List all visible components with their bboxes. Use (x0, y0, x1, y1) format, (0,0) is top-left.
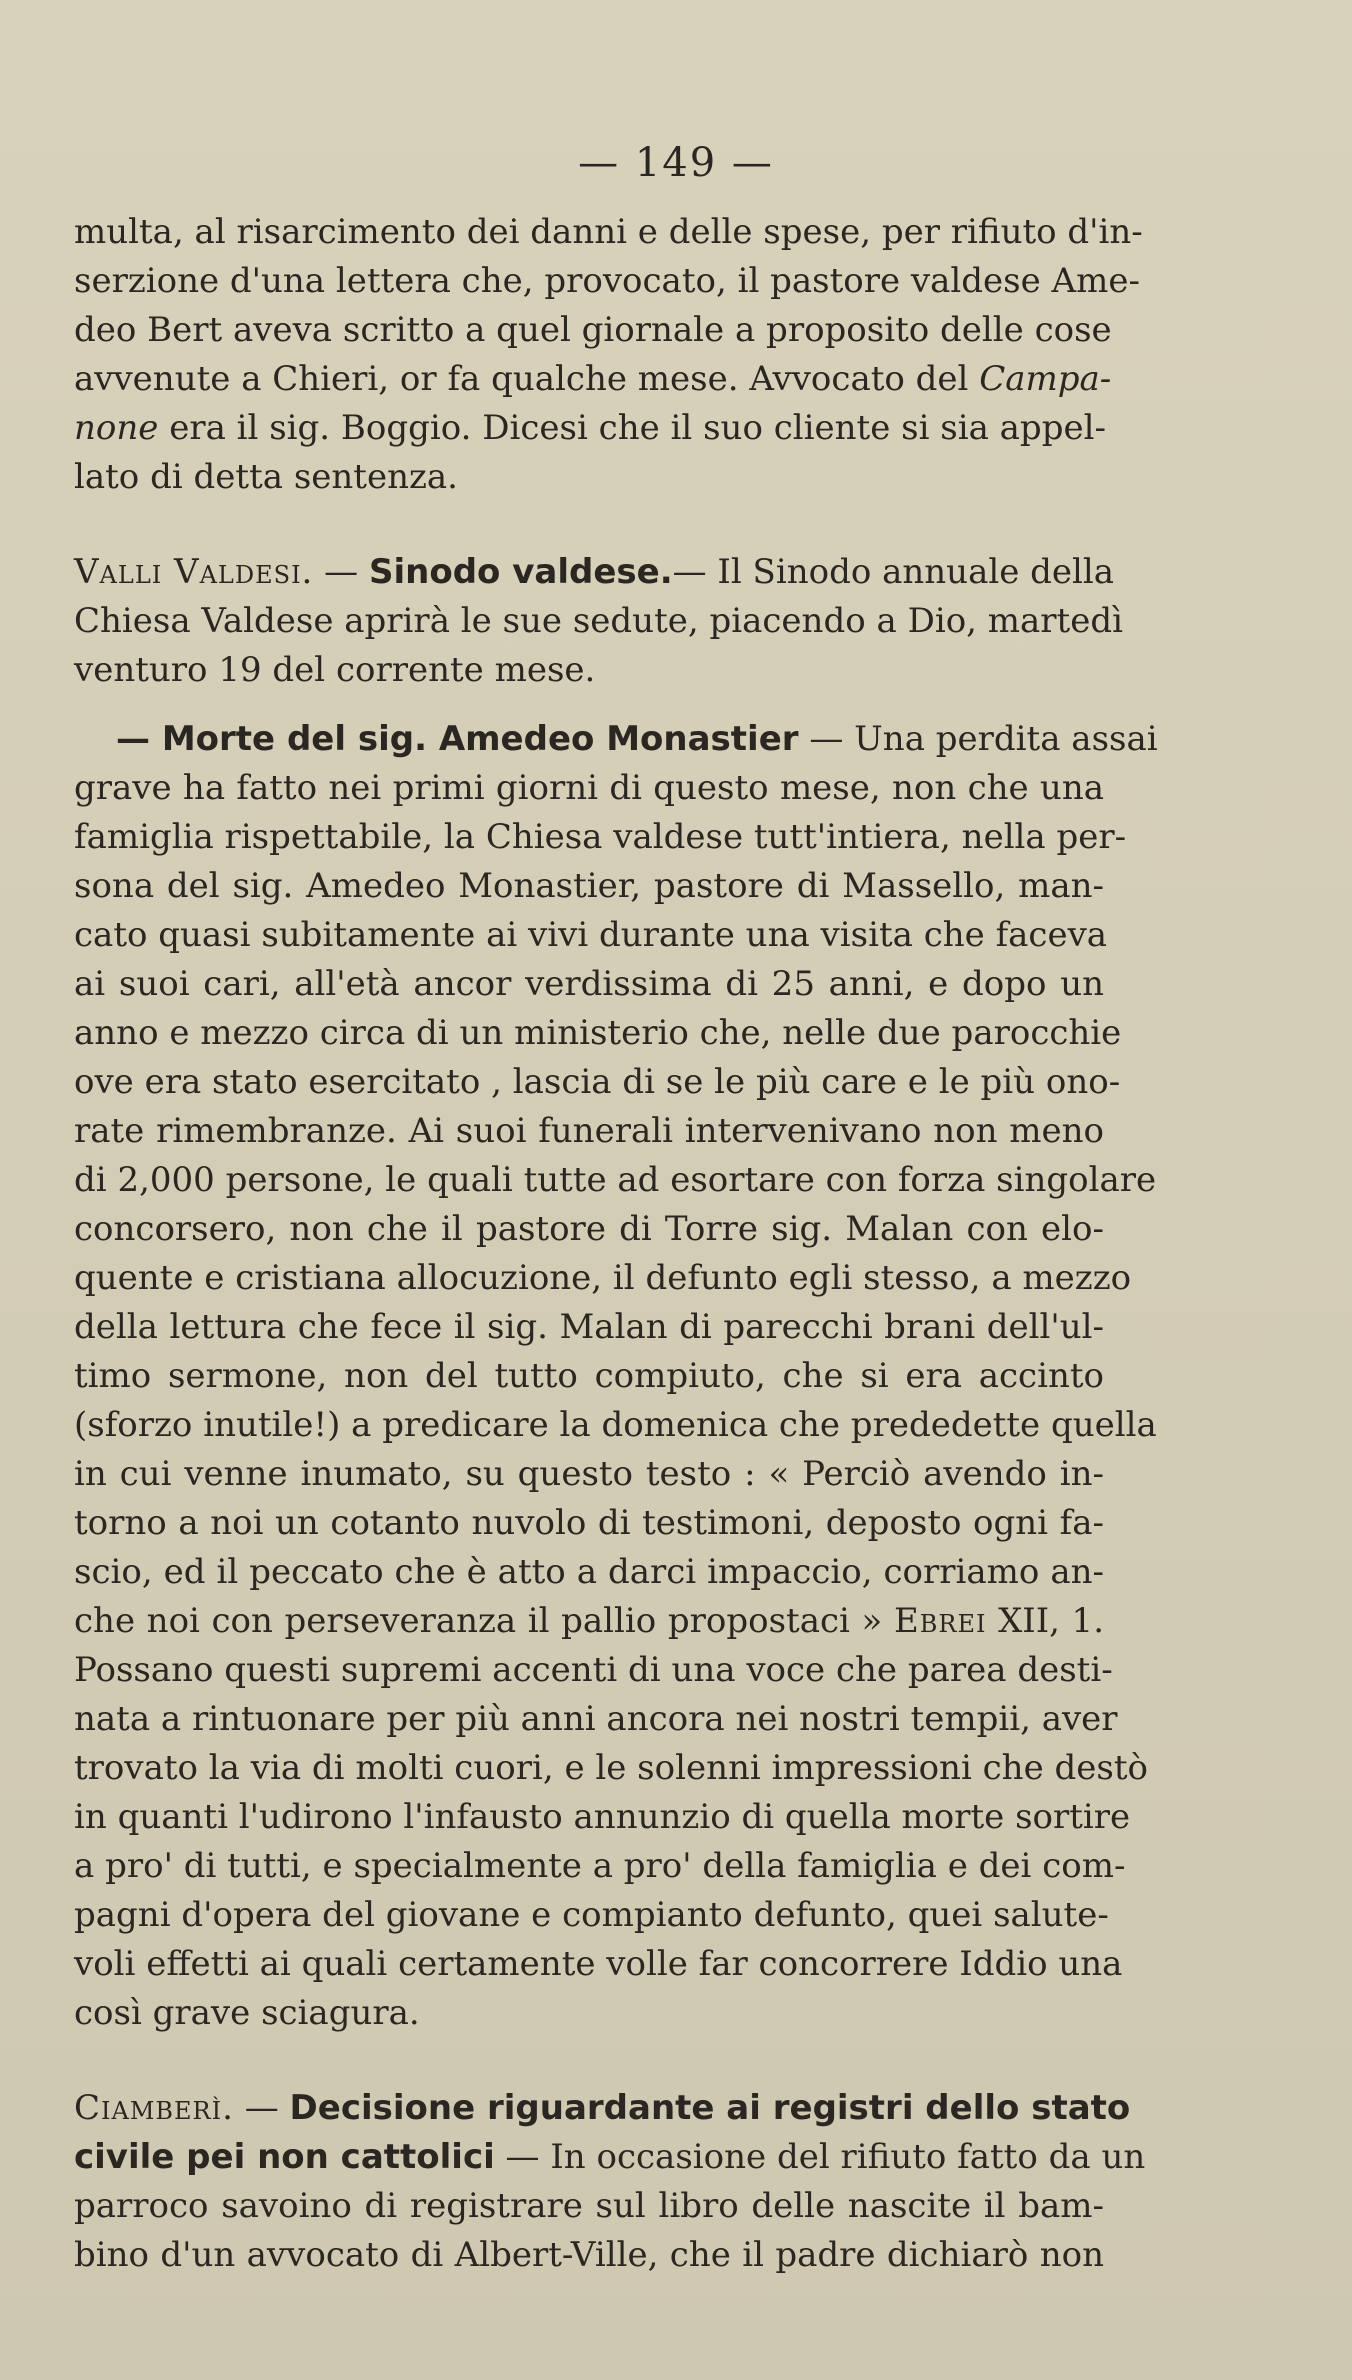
text-span: era il sig. Boggio. Dicesi che il suo cliente si sia appel- (158, 408, 1106, 448)
text-line: quente e cristiana allocuzione, il defunto egli stesso, a mezzo (74, 1258, 1132, 1298)
paragraph-continuation (74, 208, 1143, 502)
page-number-header: — 149 — (578, 140, 774, 186)
dash: — (233, 2088, 290, 2128)
paragraph-sinodo (74, 548, 1123, 695)
text-span: — In occasione del rifiuto fatto da un (494, 2137, 1146, 2177)
text-line (74, 404, 1104, 453)
text-line: rate rimembranze. Ai suoi funerali intervenivano non meno (74, 1111, 1104, 1151)
text-line: della lettura che fece il sig. Malan di parecchi brani dell'ul- (74, 1307, 1104, 1347)
text-line: ai suoi cari, all'età ancor verdissima di 25 anni, e dopo un (74, 964, 1104, 1004)
text-line: ove era stato esercitato , lascia di se le più care e le più ono- (74, 1062, 1121, 1102)
text-line: grave ha fatto nei primi giorni di questo mese, non che una (74, 768, 1104, 808)
body-text (74, 208, 1158, 2280)
text-line: sona del sig. Amedeo Monastier, pastore di Massello, man- (74, 866, 1104, 906)
scripture-book: Ebrei (893, 1601, 987, 1641)
text-line: serzione d'una lettera che, provocato, il pastore valdese Ame- (74, 261, 1140, 301)
text-line: scio, ed il peccato che è atto a darci impaccio, corriamo an- (74, 1552, 1104, 1592)
text-line: torno a noi un cotanto nuvolo di testimoni, deposto ogni fa- (74, 1503, 1104, 1543)
text-line (74, 355, 1112, 404)
section-heading: Decisione riguardante ai registri dello stato (289, 2088, 1131, 2128)
text-line: trovato la via di molti cuori, e le solenni impressioni che destò (74, 1748, 1148, 1788)
text-line (74, 548, 1115, 597)
text-line: a pro' di tutti, e specialmente a pro' della famiglia e dei com- (74, 1846, 1126, 1886)
text-line: Chiesa Valdese aprirà le sue sedute, piacendo a Dio, martedì (74, 601, 1123, 641)
text-line: deo Bert aveva scritto a quel giornale a proposito delle cose (74, 310, 1112, 350)
text-line: voli effetti ai quali certamente volle far concorrere Iddio una (74, 1944, 1123, 1984)
text-line: multa, al risarcimento dei danni e delle spese, per rifiuto d'in- (74, 212, 1143, 252)
text-line: in cui venne inumato, su questo testo : « Perciò avendo in- (74, 1454, 1104, 1494)
text-line: in quanti l'udirono l'infausto annunzio di quella morte sortire (74, 1797, 1131, 1837)
text-line: cato quasi subitamente ai vivi durante una visita che faceva (74, 915, 1108, 955)
text-line: (sforzo inutile!) a predicare la domenica che prededette quella (74, 1405, 1157, 1445)
italic-title: none (74, 408, 159, 448)
section-place: Ciamberì. (74, 2088, 234, 2128)
text-line: venturo 19 del corrente mese. (74, 650, 596, 690)
text-line: Possano questi supremi accenti di una voce che parea desti- (74, 1650, 1113, 1690)
text-line: concorsero, non che il pastore di Torre sig. Malan con elo- (74, 1209, 1104, 1249)
paragraph-monastier (74, 715, 1158, 2038)
text-line: bino d'un avvocato di Albert-Ville, che il padre dichiarò non (74, 2235, 1104, 2275)
text-span: avvenute a Chieri, or fa qualche mese. Avvocato del (74, 359, 980, 399)
section-place: Valli Valdesi. (74, 552, 314, 592)
text-line (74, 715, 1158, 764)
text-line: pagni d'opera del giovane e compianto defunto, quei salute- (74, 1895, 1109, 1935)
section-heading: — Morte del sig. Amedeo Monastier (116, 719, 799, 759)
text-line: così grave sciagura. (74, 1993, 420, 2033)
text-line: nata a rintuonare per più anni ancora nei nostri tempii, aver (74, 1699, 1118, 1739)
text-span: — Il Sinodo annuale della (672, 552, 1115, 592)
text-line: lato di detta sentenza. (74, 457, 458, 497)
text-line (74, 2084, 1131, 2133)
text-line (74, 2133, 1146, 2182)
text-span: che noi con perseveranza il pallio propostaci » (74, 1601, 894, 1641)
text-line: anno e mezzo circa di un ministerio che, nelle due parocchie (74, 1013, 1122, 1053)
dash: — (313, 552, 369, 592)
text-span: — Una perdita assai (798, 719, 1158, 759)
section-heading: Sinodo valdese. (369, 552, 673, 592)
text-line: parroco savoino di registrare sul libro delle nascite il bam- (74, 2186, 1104, 2226)
text-line (74, 1597, 1104, 1646)
section-heading: civile pei non cattolici (74, 2137, 495, 2177)
italic-title: Campa- (979, 359, 1112, 399)
text-line: famiglia rispettabile, la Chiesa valdese tutt'intiera, nella per- (74, 817, 1127, 857)
text-line: di 2,000 persone, le quali tutte ad esortare con forza singolare (74, 1160, 1157, 1200)
text-line: timo sermone, non del tutto compiuto, che si era accinto (74, 1356, 1104, 1396)
paragraph-ciamberi (74, 2084, 1146, 2280)
text-span: XII, 1. (986, 1601, 1105, 1641)
